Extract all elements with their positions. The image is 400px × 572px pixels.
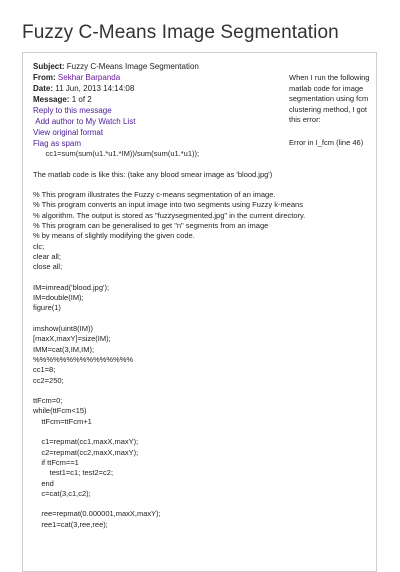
message-body-line: while(ttFcm<15) (33, 406, 87, 416)
message-body-line: % This program can be generalised to get "n" segments from an image (33, 221, 269, 231)
subject-row (33, 61, 283, 72)
message-body-line: c=cat(3,c1,c2); (33, 488, 91, 498)
message-body-line: cc1=8; (33, 365, 56, 375)
message-label: Message: (33, 95, 70, 104)
message-body-line: IMM=cat(3,IM,IM); (33, 344, 95, 354)
message-body-line: close all; (33, 262, 63, 272)
message-body-line: clc; (33, 241, 45, 251)
message-body-line: c2=repmat(cc2,maxX,maxY); (33, 447, 139, 457)
message-body-line: %%%%%%%%%%%%%%% (33, 354, 134, 364)
message-index: 1 of 2 (71, 95, 92, 104)
date-value: 11 Jun, 2013 14:14:08 (55, 84, 135, 93)
message-body-line (33, 499, 373, 509)
message-body-line: % by means of slightly modifying the given code. (33, 231, 195, 241)
message-body-line (33, 180, 373, 190)
date-label: Date: (33, 84, 54, 93)
view-original-link[interactable]: View original format (33, 128, 104, 137)
subject-value: Fuzzy C-Means Image Segmentation (66, 62, 199, 71)
message-body-line: ree1=cat(3,ree,ree); (33, 519, 108, 529)
message-body-line (33, 386, 373, 396)
side-note-text: When I run the following matlab code for image segmentation using fcm clustering method, I got this error: (289, 73, 370, 124)
message-body-line: ttFcm=ttFcm+1 (33, 416, 92, 426)
message-body-line: end (33, 478, 54, 488)
message-body-line: if ttFcm==1 (33, 457, 79, 467)
message-body-line: % algorithm. The output is stored as "fuzzysegmented.jpg" in the current directory. (33, 210, 306, 220)
message-body-line: [maxX,maxY]=size(IM); (33, 334, 111, 344)
page-title: Fuzzy C-Means Image Segmentation (22, 22, 339, 43)
side-note (289, 73, 373, 148)
message-body-line (33, 314, 373, 324)
message-body-line: figure(1) (33, 303, 61, 313)
message-body-line: cc1=sum(sum(u1.*u1.*IM))/sum(sum(u1.*u1)); (33, 149, 200, 158)
message-body-line: % This program converts an input image into two segments using Fuzzy k-means (33, 200, 303, 210)
flag-spam-link[interactable]: Flag as spam (33, 139, 82, 148)
message-row (33, 94, 283, 105)
author-link[interactable]: Sekhar Barpanda (57, 73, 121, 82)
message-body-line (33, 159, 373, 169)
date-row (33, 83, 283, 94)
message-body-line: clear all; (33, 251, 61, 261)
message-body-line (33, 273, 373, 283)
side-note-error: Error in I_fcm (line 46) (289, 137, 364, 147)
message-body-line: IM=double(IM); (33, 293, 84, 303)
message-body-line: test1=c1; test2=c2; (33, 468, 114, 478)
message-body-line: cc2=250; (33, 375, 64, 385)
from-label: From: (33, 73, 56, 82)
message-body-line (33, 427, 373, 437)
message-body-line: The matlab code is like this: (take any blood smear image as 'blood.jpg') (33, 169, 273, 179)
from-row (33, 72, 283, 83)
message-body-line: imshow(uint8(IM)) (33, 324, 94, 334)
subject-label: Subject: (33, 62, 65, 71)
add-author-watch-label: Add author to My Watch List (35, 117, 136, 126)
message-body-line: ttFcm=0; (33, 396, 63, 406)
message-body-line: c1=repmat(cc1,maxX,maxY); (33, 437, 139, 447)
message-body-line: ree=repmat(0.000001,maxX,maxY); (33, 509, 161, 519)
message-body (33, 149, 373, 530)
message-box (22, 52, 377, 572)
reply-link[interactable]: Reply to this message (33, 106, 112, 115)
message-header (33, 61, 283, 149)
message-body-line: IM=imread('blood.jpg'); (33, 282, 110, 292)
add-author-watch-link[interactable] (33, 116, 283, 127)
message-body-line: % This program illustrates the Fuzzy c-means segmentation of an image. (33, 190, 276, 200)
